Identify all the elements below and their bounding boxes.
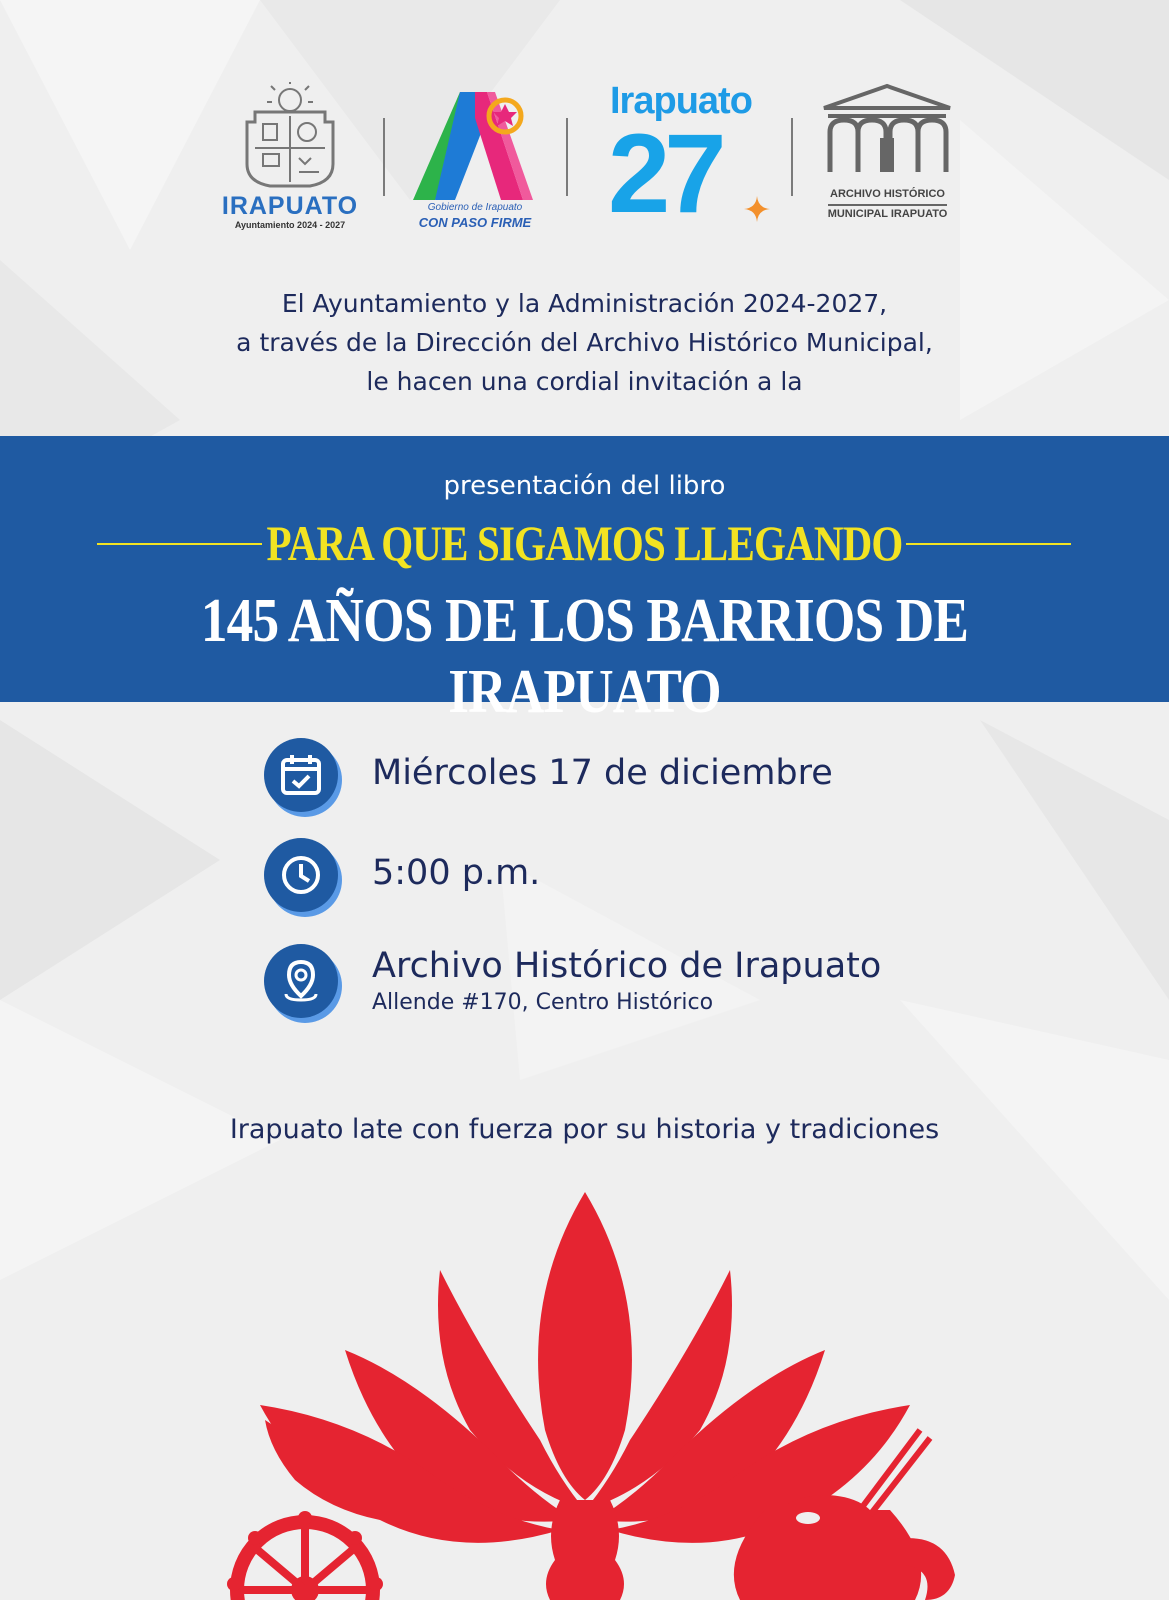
clock-icon bbox=[278, 852, 324, 898]
intro-line-3: le hacen una cordial invitación a la bbox=[366, 367, 803, 396]
event-place-text: Archivo Histórico de Irapuato bbox=[372, 946, 882, 986]
event-time bbox=[372, 853, 540, 893]
logo-divider bbox=[566, 118, 568, 196]
logo-irapuato27-name: Irapuato bbox=[610, 80, 752, 122]
event-location bbox=[372, 946, 881, 1015]
event-date bbox=[372, 753, 833, 793]
location-pin-icon bbox=[278, 958, 324, 1004]
irapuato-27-logo bbox=[606, 80, 781, 236]
book-title: PARA QUE SIGAMOS LLEGANDO bbox=[266, 515, 903, 571]
logo-archivo-line2: MUNICIPAL IRAPUATO bbox=[827, 208, 948, 220]
logo-archivo-rule bbox=[828, 204, 947, 206]
intro-line-2: a través de la Dirección del Archivo Histórico Municipal, bbox=[236, 328, 933, 357]
red-tradition-illustration bbox=[0, 1180, 1169, 1600]
event-date-text: Miércoles 17 de diciembre bbox=[372, 753, 833, 793]
logo-gobierno-line2: CON PASO FIRME bbox=[418, 215, 532, 230]
logo-divider bbox=[791, 118, 793, 196]
tagline: Irapuato late con fuerza por su historia y tradiciones bbox=[229, 1114, 940, 1145]
paso-firme-icon bbox=[405, 88, 545, 203]
logo-archivo-line1: ARCHIVO HISTÓRICO bbox=[830, 188, 945, 200]
location-icon-badge bbox=[264, 944, 338, 1018]
star-icon bbox=[744, 196, 770, 222]
logo-gobierno-line1: Gobierno de Irapuato bbox=[427, 202, 523, 213]
irapuato-ayuntamiento-logo bbox=[215, 82, 365, 232]
intro-line-1: El Ayuntamiento y la Administración 2024-2027, bbox=[281, 289, 888, 318]
gobierno-paso-firme-logo bbox=[405, 88, 545, 233]
logo-irapuato-name: IRAPUATO bbox=[221, 192, 359, 220]
coat-of-arms-icon bbox=[215, 82, 365, 192]
calendar-icon bbox=[278, 752, 324, 798]
logo-irapuato27-number: 27 bbox=[608, 111, 721, 236]
archivo-historico-logo bbox=[820, 82, 955, 232]
book-subtitle: 145 AÑOS DE LOS BARRIOS DE IRAPUATO bbox=[200, 587, 969, 726]
logo-irapuato-sub: Ayuntamiento 2024 - 2027 bbox=[234, 220, 346, 230]
building-icon bbox=[820, 82, 955, 182]
calendar-icon-badge bbox=[264, 738, 338, 812]
event-time-text: 5:00 p.m. bbox=[372, 853, 541, 893]
book-title-band bbox=[0, 436, 1169, 726]
logo-divider bbox=[383, 118, 385, 196]
event-address-text: Allende #170, Centro Histórico bbox=[372, 990, 714, 1015]
band-subtitle: presentación del libro bbox=[443, 471, 726, 501]
intro-text bbox=[0, 284, 1169, 401]
clock-icon-badge bbox=[264, 838, 338, 912]
